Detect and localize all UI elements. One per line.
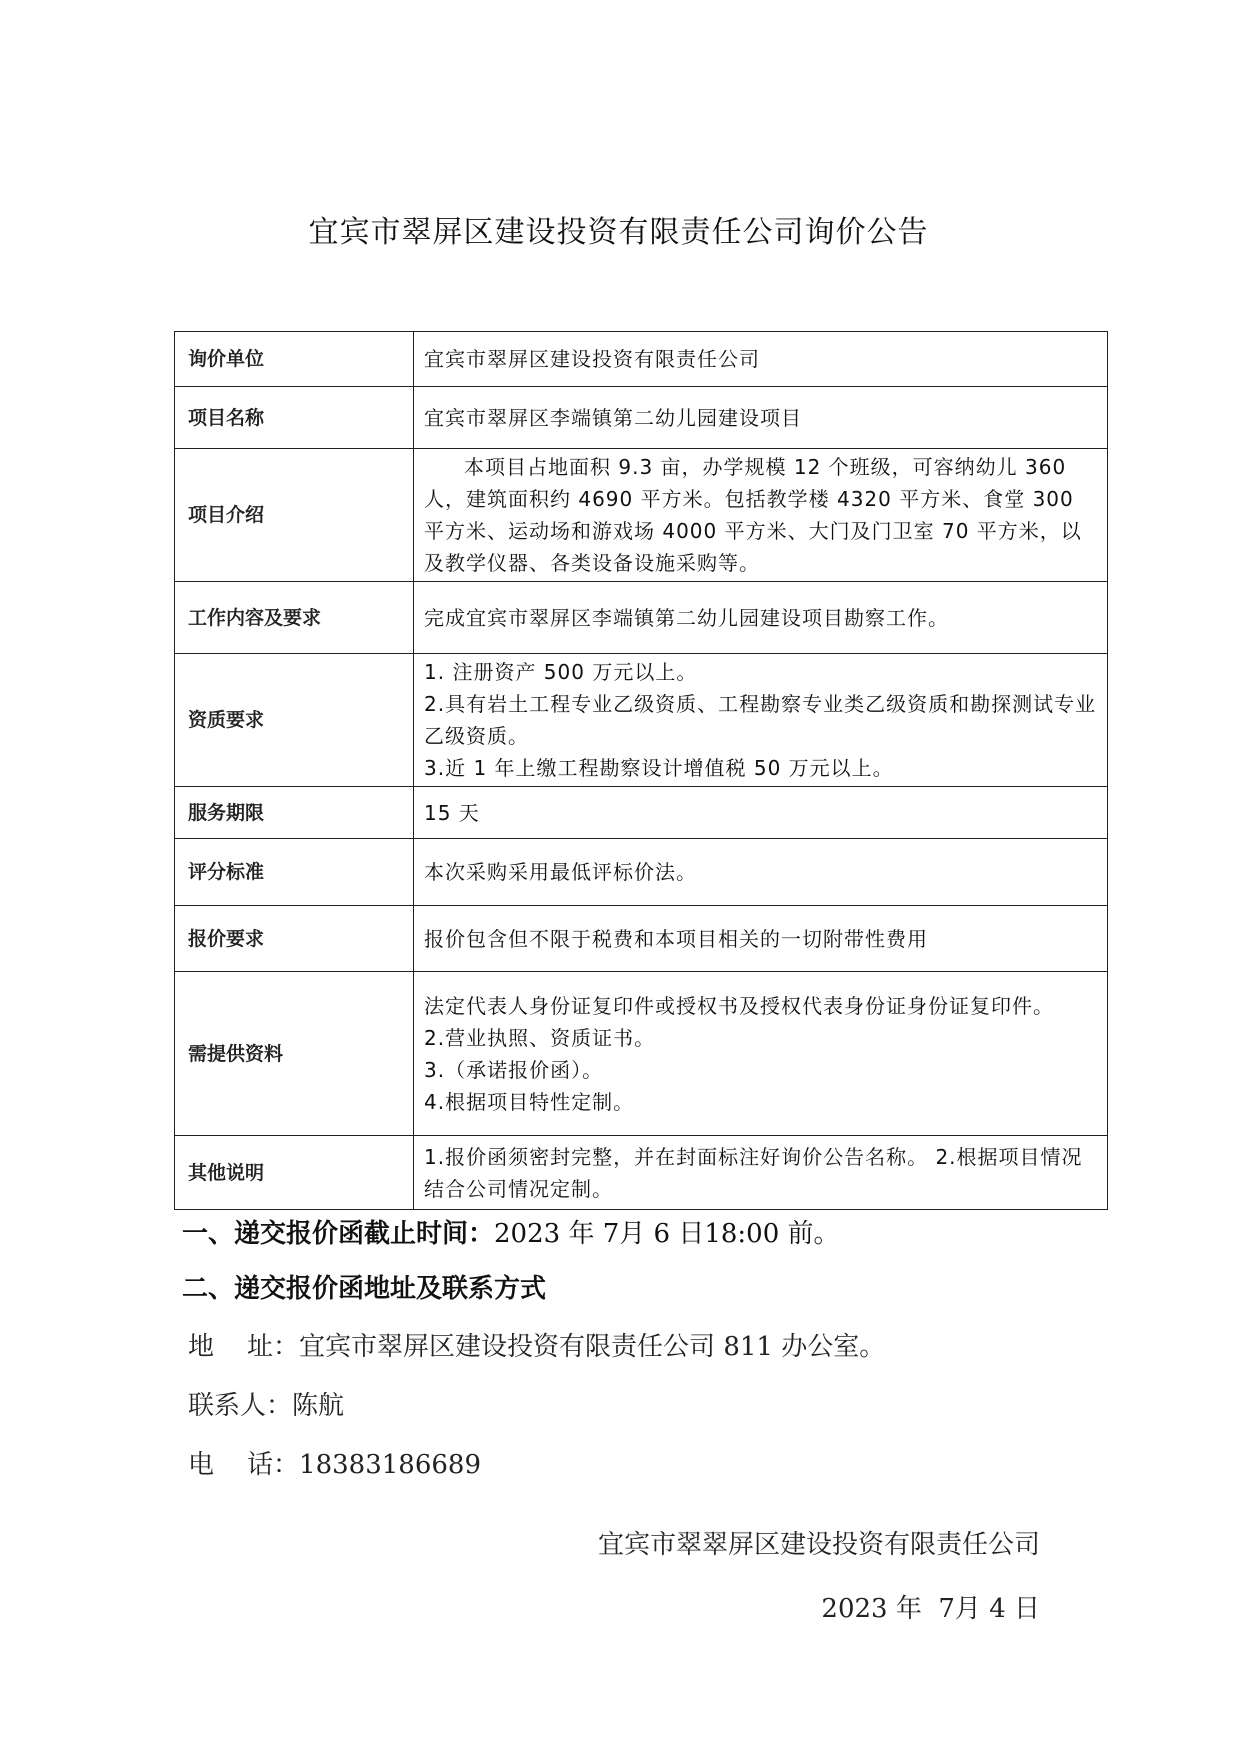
row-value (414, 449, 1108, 582)
value-line: 2.营业执照、资质证书。 (424, 1025, 656, 1050)
value-line: 15 天 (424, 800, 480, 825)
contact-person-line: 联系人：陈航 (188, 1391, 345, 1421)
row-value (414, 906, 1108, 972)
value-line: 报价包含但不限于税费和本项目相关的一切附带性费用 (424, 926, 928, 951)
row-value (414, 787, 1108, 839)
row-label: 需提供资料 (175, 972, 414, 1136)
signature-company: 宜宾市翠翠屏区建设投资有限责任公司 (597, 1530, 1040, 1560)
row-label: 报价要求 (175, 906, 414, 972)
row-label: 资质要求 (175, 654, 414, 787)
page-title: 宜宾市翠屏区建设投资有限责任公司询价公告 (308, 215, 929, 250)
phone-line: 电 话：18383186689 (188, 1450, 482, 1480)
deadline-line (182, 1213, 840, 1250)
row-label: 服务期限 (175, 787, 414, 839)
value-line: 本次采购采用最低评标价法。 (424, 860, 697, 884)
table-row (175, 1136, 1108, 1210)
table-row (175, 839, 1108, 906)
value-line: 1. 注册资产 500 万元以上。 (424, 660, 698, 684)
row-value (414, 1136, 1108, 1210)
table-row (175, 449, 1108, 582)
table-row (175, 332, 1108, 387)
row-value (414, 972, 1108, 1136)
table-row (175, 972, 1108, 1136)
table-row (175, 387, 1108, 449)
table-row (175, 654, 1108, 787)
row-label: 项目介绍 (175, 449, 414, 582)
signature-date: 2023 年 7月 4 日 (821, 1594, 1040, 1624)
table-row (175, 906, 1108, 972)
value-line: 本项目占地面积 9.3 亩，办学规模 12 个班级，可容纳幼儿 360 人，建筑面积约 4690 平方米。包括教学楼 4320 平方米、食堂 300 平方米、运动场和游戏场 4000 平方米、大门及门卫室 70 平方米，以及教学仪器、各类设备设施采购等。 (424, 455, 1082, 575)
value-line: 宜宾市翠屏区建设投资有限责任公司 (424, 347, 760, 371)
value-line: 3.近 1 年上缴工程勘察设计增值税 50 万元以上。 (424, 756, 894, 780)
row-value (414, 839, 1108, 906)
value-line: 完成宜宾市翠屏区李端镇第二幼儿园建设项目勘察工作。 (424, 605, 949, 630)
row-value (414, 332, 1108, 387)
value-line: 3.（承诺报价函）。 (424, 1057, 604, 1082)
row-value (414, 654, 1108, 787)
deadline-value: 2023 年 7月 6 日18:00 前。 (494, 1219, 840, 1249)
row-label: 评分标准 (175, 839, 414, 906)
row-value (414, 387, 1108, 449)
value-line: 1.报价函须密封完整，并在封面标注好询价公告名称。 2.根据项目情况结合公司情况定制。 (424, 1144, 1083, 1201)
row-label: 工作内容及要求 (175, 582, 414, 654)
value-line: 2.具有岩土工程专业乙级资质、工程勘察专业类乙级资质和勘探测试专业乙级资质。 (424, 692, 1097, 748)
value-line: 法定代表人身份证复印件或授权书及授权代表身份证身份证复印件。 (424, 993, 1054, 1018)
address-line: 地 址：宜宾市翠屏区建设投资有限责任公司 811 办公室。 (188, 1332, 886, 1362)
row-label: 其他说明 (175, 1136, 414, 1210)
value-line: 宜宾市翠屏区李端镇第二幼儿园建设项目 (424, 405, 802, 430)
table-row (175, 582, 1108, 654)
row-value (414, 582, 1108, 654)
value-line: 4.根据项目特性定制。 (424, 1089, 635, 1114)
inquiry-info-table (174, 331, 1108, 1210)
table-row (175, 787, 1108, 839)
deadline-heading: 一、递交报价函截止时间： (182, 1219, 495, 1249)
address-heading-text: 二、递交报价函地址及联系方式 (182, 1274, 547, 1304)
row-label: 项目名称 (175, 387, 414, 449)
address-section-heading (182, 1268, 546, 1305)
row-label: 询价单位 (175, 332, 414, 387)
